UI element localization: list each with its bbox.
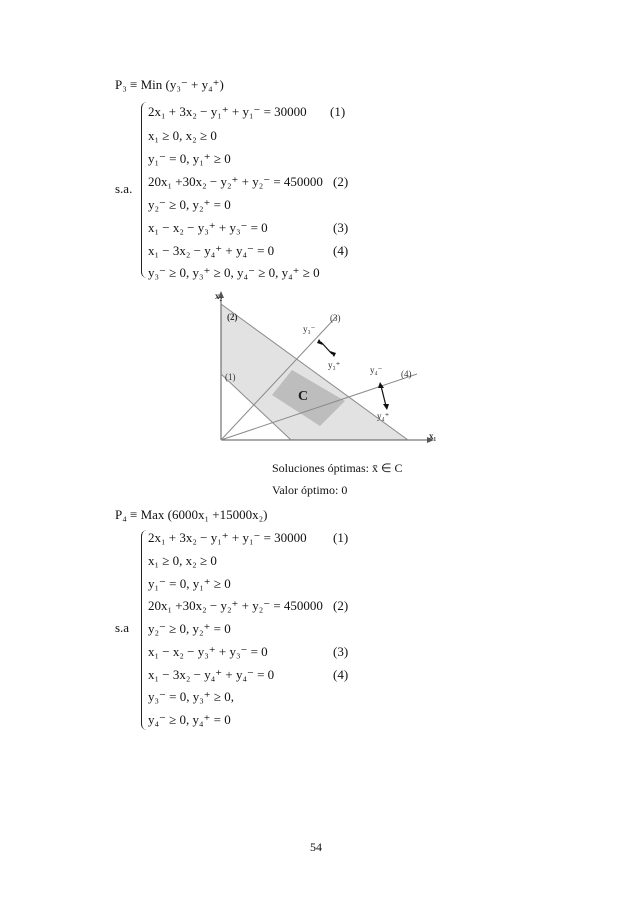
p3-row-5: y₂⁻ ≥ 0, y₂⁺ = 0 <box>148 197 231 212</box>
p3-subject-to-label: s.a. <box>115 181 133 196</box>
line-3-label: (3) <box>330 313 341 323</box>
p4-row-2: x₁ ≥ 0, x₂ ≥ 0 <box>148 553 217 568</box>
p3-tag-2: (2) <box>333 174 349 189</box>
page-number: 54 <box>310 840 322 854</box>
y3-plus-arrowhead <box>330 351 336 357</box>
p3-row-7: x₁ − 3x₂ − y₄⁺ + y₄⁻ = 0 <box>148 243 275 258</box>
p4-row-6: x₁ − x₂ − y₃⁺ + y₃⁻ = 0 <box>148 644 268 659</box>
y4-minus-label: y₄⁻ <box>370 365 383 375</box>
feasible-region-figure <box>205 288 435 450</box>
p4-subject-to-label: s.a <box>115 620 130 635</box>
optimal-solutions: Soluciones óptimas: x̄ ∈ C <box>272 461 403 475</box>
p3-row-6: x₁ − x₂ − y₃⁺ + y₃⁻ = 0 <box>148 220 268 235</box>
p4-row-3: y₁⁻ = 0, y₁⁺ ≥ 0 <box>148 576 231 591</box>
p4-row-4: 20x₁ +30x₂ − y₂⁺ + y₂⁻ = 450000 <box>148 598 323 613</box>
p4-tag-1: (1) <box>333 530 349 545</box>
p4-row-1: 2x₁ + 3x₂ − y₁⁺ + y₁⁻ = 30000 <box>148 530 307 545</box>
p3-row-8: y₃⁻ ≥ 0, y₃⁺ ≥ 0, y₄⁻ ≥ 0, y₄⁺ ≥ 0 <box>148 265 320 280</box>
p3-tag-4: (4) <box>333 243 349 258</box>
region-c-label: C <box>298 389 309 404</box>
p4-tag-3: (3) <box>333 644 349 659</box>
y4-plus-arrowhead <box>383 404 389 410</box>
y3-minus-label: y₃⁻ <box>303 324 316 334</box>
x1-axis-label: x₁ <box>429 431 437 441</box>
y3-plus-label: y₃⁺ <box>328 360 341 370</box>
y4-deviation-arrow <box>381 386 386 406</box>
p4-header: P₄ ≡ Max (6000x₁ +15000x₂) <box>115 507 268 522</box>
line-4-label: (4) <box>401 369 412 379</box>
p3-tag-1: (1) <box>330 104 346 119</box>
p4-tag-2: (2) <box>333 598 349 613</box>
p3-row-3: y₁⁻ = 0, y₁⁺ ≥ 0 <box>148 151 231 166</box>
x2-axis-label: x₂ <box>215 291 223 301</box>
p4-row-8: y₃⁻ = 0, y₃⁺ ≥ 0, <box>148 689 235 704</box>
p3-row-4: 20x₁ +30x₂ − y₂⁺ + y₂⁻ = 450000 <box>148 174 323 189</box>
p3-row-2: x₁ ≥ 0, x₂ ≥ 0 <box>148 128 217 143</box>
p3-tag-3: (3) <box>333 220 349 235</box>
y4-plus-label: y₄⁺ <box>377 411 390 421</box>
y3-deviation-arrow <box>321 342 332 354</box>
p3-row-1: 2x₁ + 3x₂ − y₁⁺ + y₁⁻ = 30000 <box>148 104 307 119</box>
p4-tag-4: (4) <box>333 667 349 682</box>
line-2-label: (2) <box>227 312 238 322</box>
optimal-value: Valor óptimo: 0 <box>272 483 348 497</box>
line-1-label: (1) <box>225 372 236 382</box>
p4-row-5: y₂⁻ ≥ 0, y₂⁺ = 0 <box>148 621 231 636</box>
p3-header: P₃ ≡ Min (y₃⁻ + y₄⁺) <box>115 77 224 92</box>
y3-minus-arrowhead <box>317 339 323 345</box>
p4-row-9: y₄⁻ ≥ 0, y₄⁺ = 0 <box>148 712 231 727</box>
p4-row-7: x₁ − 3x₂ − y₄⁺ + y₄⁻ = 0 <box>148 667 275 682</box>
